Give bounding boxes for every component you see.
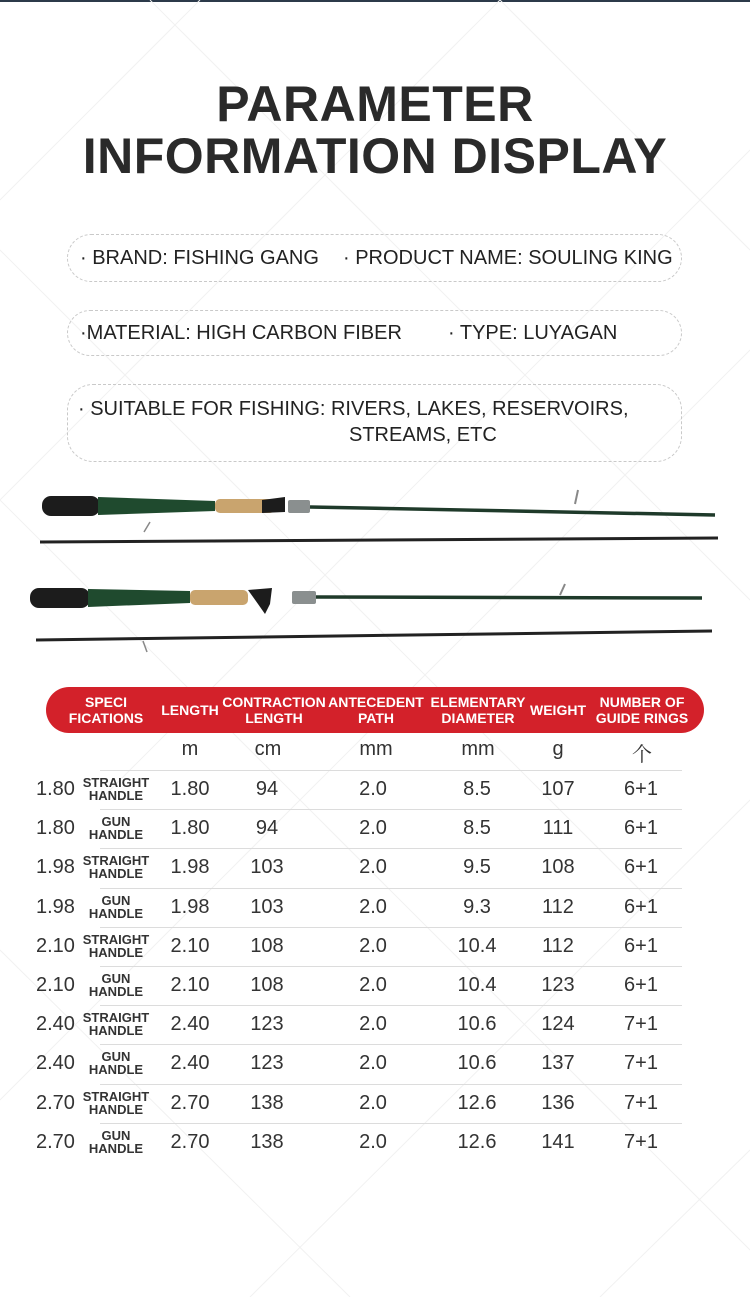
cell-weight: 107: [541, 778, 575, 800]
cell-length: 1.80: [170, 778, 210, 800]
header-weight: WEIGHT: [530, 702, 586, 718]
handle-type-line-2: HANDLE: [88, 1023, 144, 1039]
cell-path: 2.0: [359, 778, 387, 800]
unit-rings: 个: [632, 744, 652, 766]
spec-value: 2.10: [36, 974, 75, 996]
cell-length: 2.10: [170, 974, 210, 996]
unit-length: m: [181, 738, 199, 760]
handle-type-line-2: HANDLE: [88, 984, 144, 999]
spec-value: 1.80: [36, 778, 75, 800]
cell-length: 1.98: [170, 895, 210, 918]
header-contraction-length: CONTRACTION LENGTH: [222, 694, 326, 726]
cell-contraction: 108: [250, 934, 284, 957]
spec-value: 2.10: [36, 934, 75, 957]
cell-weight: 136: [541, 1091, 575, 1114]
table-row: [0, 888, 750, 927]
cell-length: 1.80: [170, 817, 210, 840]
unit-path: mm: [359, 738, 393, 760]
cell-rings: 6+1: [624, 856, 658, 879]
material-label: ·MATERIAL: HIGH CARBON FIBER: [80, 322, 402, 344]
title-line-1: PARAMETER: [216, 76, 534, 132]
cell-rings: 6+1: [624, 974, 658, 996]
row-divider: [100, 770, 682, 771]
brand-product-pill: [67, 234, 682, 282]
cell-rings: 6+1: [624, 934, 658, 957]
cell-path: 2.0: [359, 1052, 387, 1075]
cell-diameter: 8.5: [463, 817, 491, 840]
row-divider: [100, 809, 682, 810]
cell-contraction: 123: [250, 1013, 284, 1036]
table-row: [0, 1005, 750, 1044]
cell-path: 2.0: [359, 895, 387, 918]
cell-path: 2.0: [359, 1091, 387, 1114]
cell-rings: 7+1: [624, 1013, 658, 1036]
handle-type: [80, 972, 152, 998]
handle-type: [80, 894, 152, 920]
row-divider: [100, 1084, 682, 1085]
cell-length: 2.10: [170, 934, 210, 957]
handle-type-line-2: HANDLE: [88, 1062, 144, 1078]
handle-type: [80, 1011, 152, 1037]
cell-diameter: 9.3: [463, 895, 491, 918]
table-row: [0, 927, 750, 966]
handle-type-line-1: GUN: [101, 892, 131, 908]
cell-length: 2.40: [170, 1052, 210, 1075]
cell-weight: 137: [541, 1052, 575, 1075]
cell-weight: 108: [541, 856, 575, 879]
cell-path: 2.0: [359, 1130, 387, 1153]
handle-type: [80, 776, 152, 802]
header-antecedent-path: ANTECEDENT PATH: [328, 694, 424, 726]
units-row: [0, 738, 750, 768]
gun-handle-rod: [30, 584, 712, 652]
row-divider: [100, 1044, 682, 1045]
cell-diameter: 8.5: [463, 778, 491, 800]
cell-path: 2.0: [359, 817, 387, 840]
unit-diameter: mm: [461, 738, 495, 760]
product-name-label: · PRODUCT NAME: SOULING KING: [343, 247, 673, 269]
header-length: LENGTH: [161, 702, 219, 718]
row-divider: [100, 927, 682, 928]
handle-type-line-1: STRAIGHT: [82, 775, 150, 790]
spec-value: 1.98: [36, 895, 75, 918]
page-title: [0, 78, 750, 182]
cell-path: 2.0: [359, 856, 387, 879]
cell-diameter: 12.6: [457, 1130, 497, 1153]
table-row: [0, 848, 750, 887]
spec-value: 2.70: [36, 1130, 75, 1153]
cell-weight: 111: [542, 817, 574, 840]
cell-diameter: 10.6: [457, 1013, 497, 1036]
handle-type-line-1: GUN: [101, 814, 131, 830]
handle-type-line-1: GUN: [101, 1127, 131, 1143]
handle-type-line-2: HANDLE: [88, 866, 144, 882]
spec-value: 1.98: [36, 856, 75, 879]
handle-type-line-1: STRAIGHT: [82, 1010, 150, 1026]
row-divider: [100, 1005, 682, 1006]
type-label: · TYPE: LUYAGAN: [448, 322, 618, 344]
title-line-2: INFORMATION DISPLAY: [82, 128, 668, 184]
handle-type: [80, 1050, 152, 1076]
handle-type: [80, 933, 152, 959]
handle-type-line-1: STRAIGHT: [82, 1088, 150, 1104]
cell-rings: 6+1: [624, 817, 658, 840]
table-row: [0, 1084, 750, 1123]
header-specifications: SPECI FICATIONS: [68, 694, 144, 726]
spec-value: 2.40: [36, 1052, 75, 1075]
straight-handle-rod: [40, 490, 718, 542]
handle-type: [80, 815, 152, 841]
handle-type-line-2: HANDLE: [88, 788, 144, 803]
handle-type-line-1: STRAIGHT: [82, 853, 150, 869]
brand-label: · BRAND: FISHING GANG: [80, 247, 319, 269]
handle-type-line-2: HANDLE: [88, 1140, 144, 1156]
cell-length: 2.70: [170, 1091, 210, 1114]
cell-rings: 7+1: [624, 1091, 658, 1114]
cell-contraction: 103: [250, 856, 284, 879]
handle-type-line-2: HANDLE: [88, 1101, 144, 1117]
cell-weight: 123: [541, 974, 575, 996]
unit-contraction: cm: [254, 738, 282, 760]
handle-type: [80, 1129, 152, 1155]
handle-type-line-1: GUN: [101, 971, 131, 986]
table-row: [0, 809, 750, 848]
row-divider: [100, 966, 682, 967]
row-divider: [100, 848, 682, 849]
handle-type-line-1: GUN: [101, 1049, 131, 1065]
cell-weight: 124: [541, 1013, 575, 1036]
material-type-pill: [67, 310, 682, 356]
cell-path: 2.0: [359, 974, 387, 996]
cell-contraction: 138: [250, 1130, 284, 1153]
cell-path: 2.0: [359, 1013, 387, 1036]
table-row: [0, 1123, 750, 1162]
handle-type-line-2: HANDLE: [88, 905, 144, 921]
cell-diameter: 10.6: [457, 1052, 497, 1075]
handle-type-line-1: STRAIGHT: [82, 931, 150, 947]
row-divider: [100, 1123, 682, 1124]
handle-type: [80, 854, 152, 880]
cell-length: 1.98: [170, 856, 210, 879]
cell-rings: 7+1: [624, 1052, 658, 1075]
suitable-label-line-1: · SUITABLE FOR FISHING: RIVERS, LAKES, RESERVOIRS,: [78, 398, 629, 420]
cell-rings: 7+1: [624, 1130, 658, 1153]
cell-length: 2.40: [170, 1013, 210, 1036]
table-header: [46, 687, 704, 733]
row-divider: [100, 888, 682, 889]
spec-value: 2.40: [36, 1013, 75, 1036]
header-guide-rings: NUMBER OF GUIDE RINGS: [595, 694, 689, 726]
cell-length: 2.70: [170, 1130, 210, 1153]
handle-type-line-2: HANDLE: [88, 827, 144, 843]
cell-diameter: 10.4: [457, 934, 497, 957]
cell-contraction: 123: [250, 1052, 284, 1075]
cell-rings: 6+1: [624, 778, 658, 800]
cell-diameter: 9.5: [463, 856, 491, 879]
table-row: [0, 770, 750, 809]
table-row: [0, 1044, 750, 1083]
suitable-pill: [67, 384, 682, 462]
cell-diameter: 12.6: [457, 1091, 497, 1114]
handle-type: [80, 1090, 152, 1116]
suitable-label-line-2: STREAMS, ETC: [349, 424, 497, 446]
cell-contraction: 94: [255, 778, 279, 800]
handle-type-line-2: HANDLE: [88, 944, 144, 960]
table-row: [0, 966, 750, 1005]
cell-contraction: 108: [250, 974, 284, 996]
cell-weight: 112: [542, 895, 574, 918]
cell-path: 2.0: [359, 934, 387, 957]
fishing-rods-image: [0, 480, 750, 660]
cell-contraction: 94: [255, 817, 279, 840]
cell-contraction: 103: [250, 895, 284, 918]
header-elementary-diameter: ELEMENTARY DIAMETER: [430, 694, 526, 726]
cell-weight: 141: [541, 1130, 575, 1153]
cell-contraction: 138: [250, 1091, 284, 1114]
cell-weight: 112: [542, 934, 574, 957]
unit-weight: g: [552, 738, 564, 760]
cell-rings: 6+1: [624, 895, 658, 918]
spec-value: 2.70: [36, 1091, 75, 1114]
cell-diameter: 10.4: [457, 974, 497, 996]
spec-value: 1.80: [36, 817, 75, 840]
